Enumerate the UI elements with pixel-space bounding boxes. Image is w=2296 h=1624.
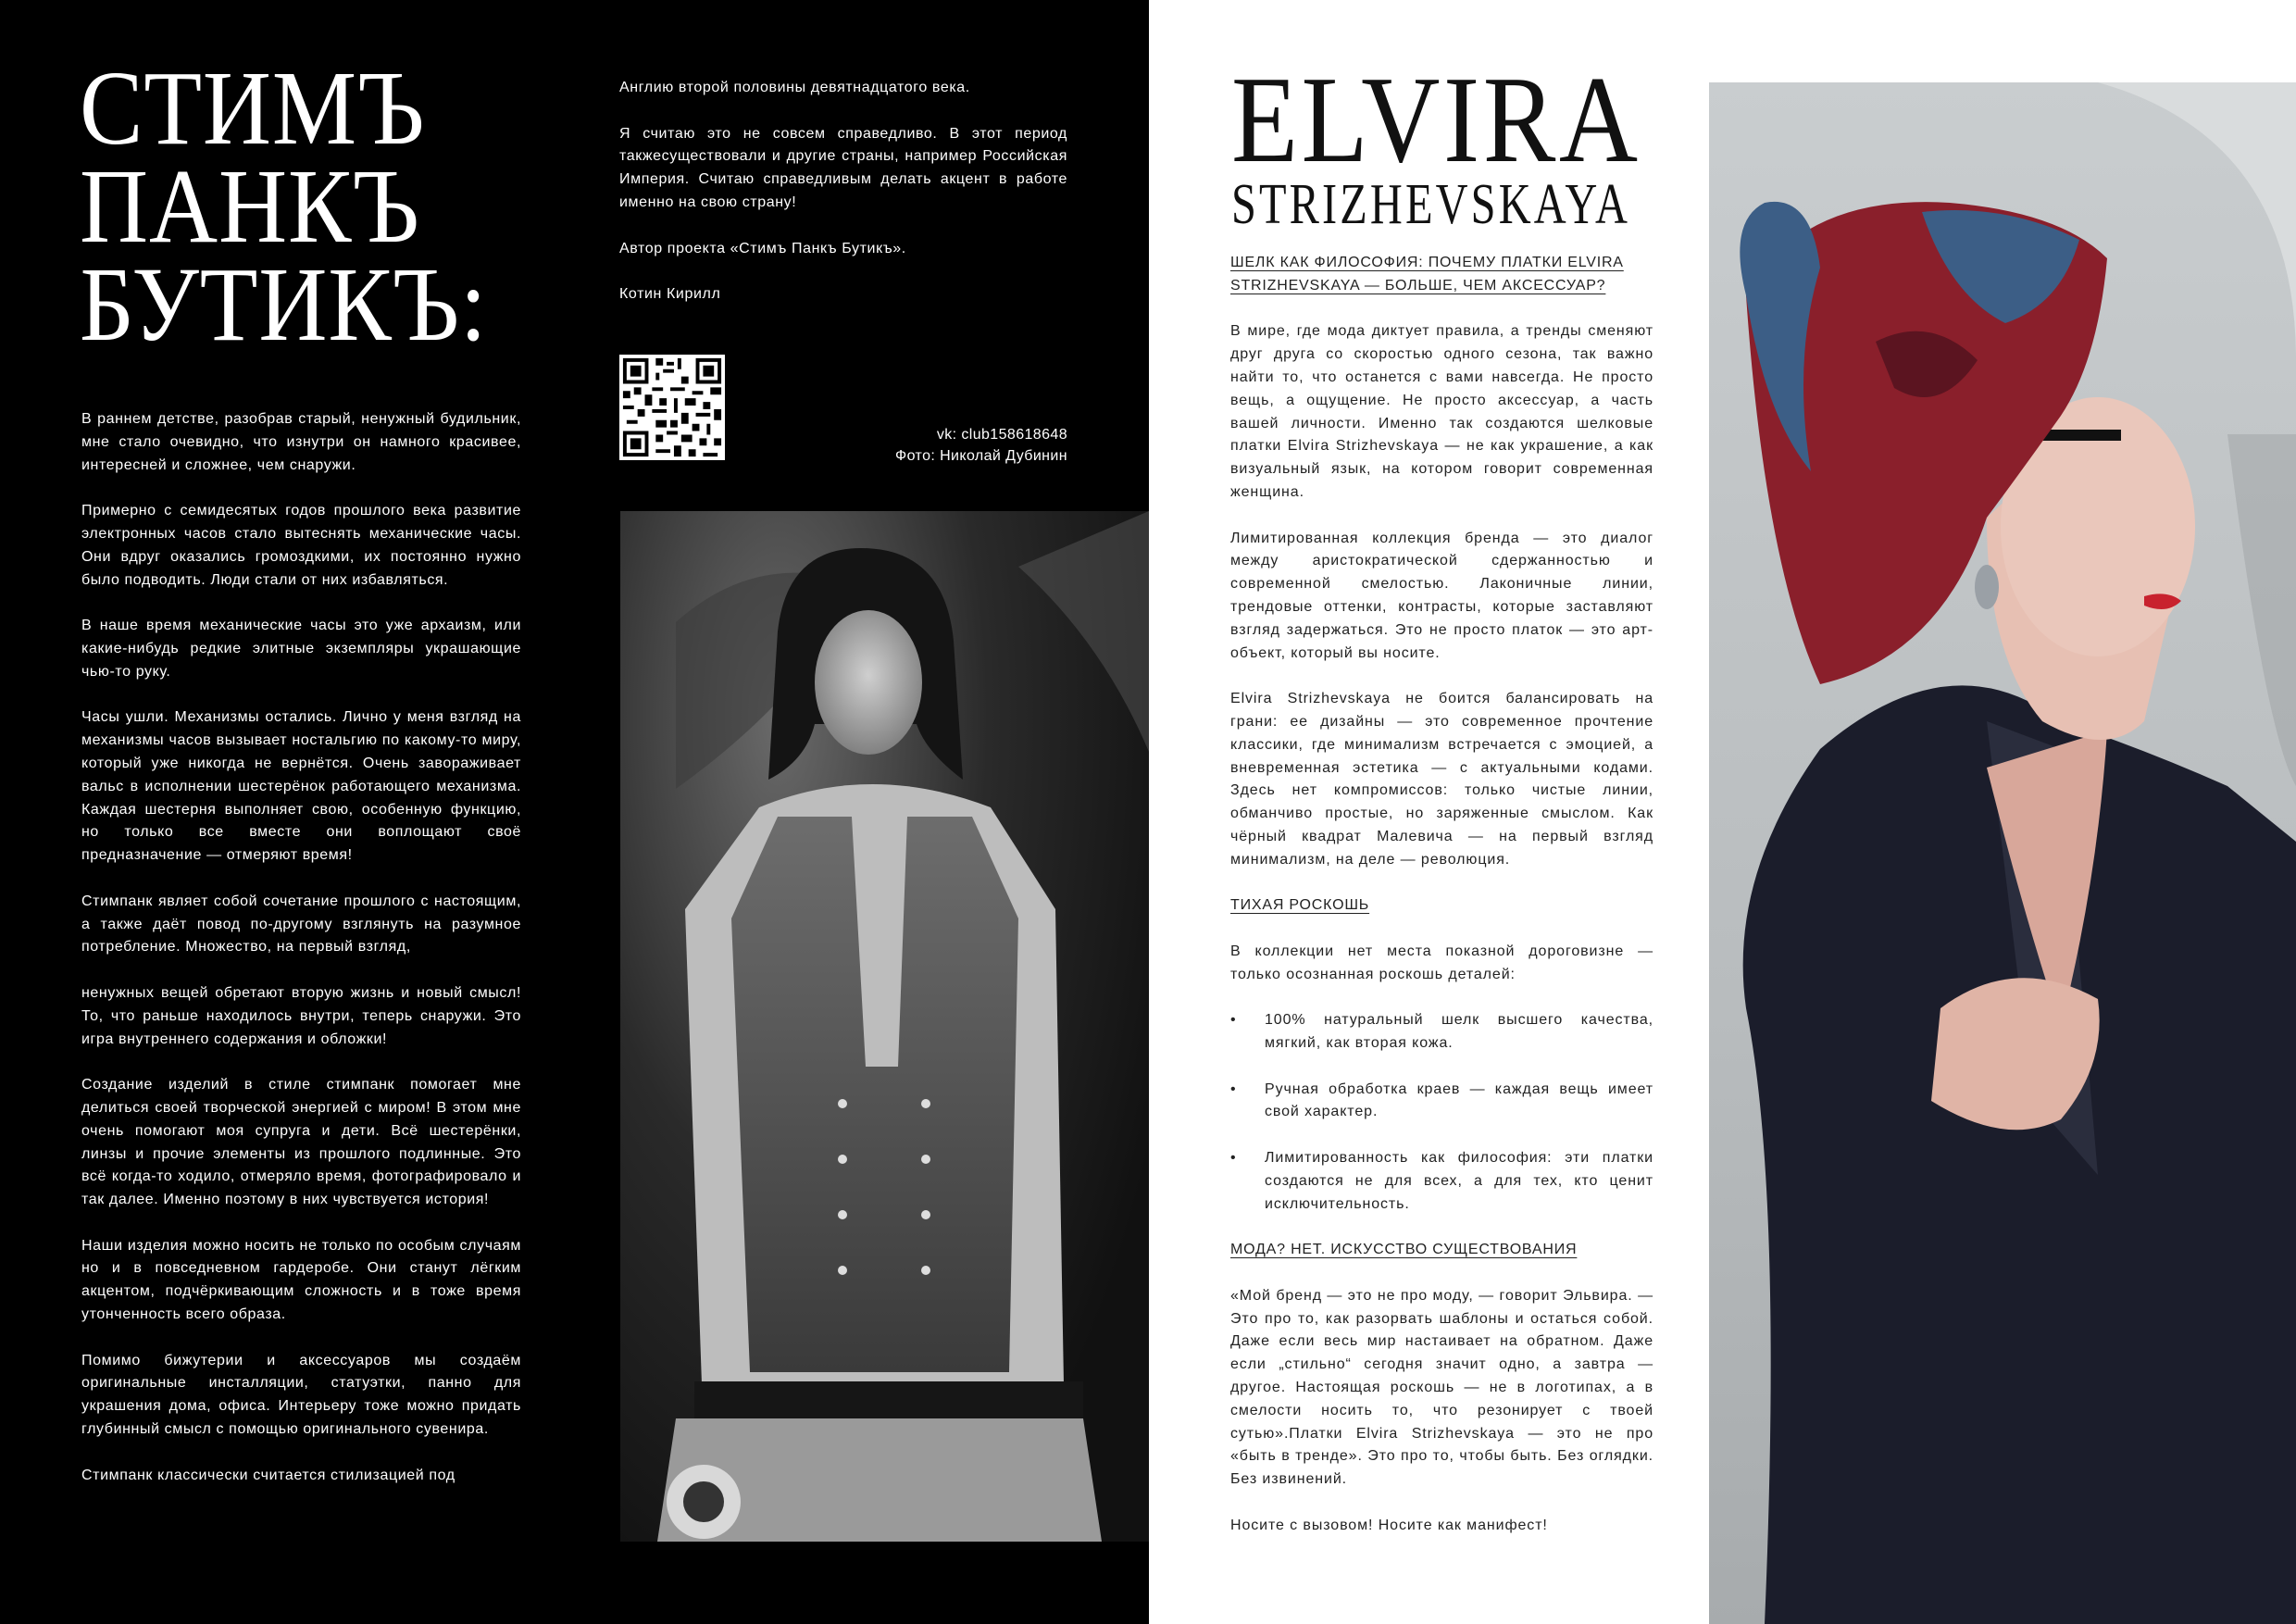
paragraph: Создание изделий в стиле стимпанк помогает мне делиться своей творческой энергией с миром! В этом мне очень помогают моя супруга и дети. Всё шестерёнки, линзы и прочие элементы из прошлого подлинные. Это всё когда-то ходило, отмеряло время, фотографировало и так далее. Именно поэтому в них чувствуется история! — [81, 1077, 521, 1208]
paragraph: Наши изделия можно носить не только по особым случаям но и в повседневном гардеробе. Они станут лёгким акцентом, подчёркивающим сложность и в тоже время утонченность всего образа. — [81, 1237, 521, 1323]
title-line: БУТИКЪ: — [80, 245, 488, 363]
credits — [833, 424, 1067, 467]
paragraph: ненужных вещей обретают вторую жизнь и новый смысл! То, что раньше находилось внутри, теперь снаружи. Это игра внутреннего содержания и обложки! — [81, 984, 521, 1047]
list-item-text: Ручная обработка краев — каждая вещь имеет свой характер. — [1265, 1081, 1653, 1120]
feature-list — [1230, 1009, 1653, 1216]
author-line: Автор проекта «Стимъ Панкъ Бутикъ». — [619, 240, 906, 256]
portrait-man-image — [620, 511, 1149, 1542]
photo-credit: Фото: Николай Дубинин — [895, 448, 1067, 464]
paragraph: Примерно с семидесятых годов прошлого века развитие электронных часов стало вытеснять механические часы. Они вдруг оказались громоздкими, их постоянно нужно было подводить. Люди стали от них избавляться. — [81, 503, 521, 588]
portrait-woman-image — [1709, 82, 2296, 1624]
list-item-text: 100% натуральный шелк высшего качества, мягкий, как вторая кожа. — [1265, 1012, 1653, 1052]
paragraph: В коллекции нет места показной дороговизне — только осознанная роскошь деталей: — [1230, 943, 1653, 982]
brand-name-line-2: STRIZHEVSKAYA — [1231, 173, 1631, 236]
paragraph: Стимпанк классически считается стилизацией под — [81, 1467, 455, 1483]
title-line: СТИМЪ — [80, 49, 426, 167]
article-column-1 — [81, 408, 521, 1510]
bullet-icon: • — [1230, 1012, 1237, 1029]
paragraph: В раннем детстве, разобрав старый, ненужный будильник, мне стало очевидно, что изнутри он намного красивее, интересней и сложнее, чем снаружи. — [81, 411, 521, 473]
brand-name-line-1: ELVIRA — [1231, 51, 1641, 188]
qr-code[interactable] — [619, 355, 725, 460]
paragraph: В наше время механические часы это уже архаизм, или какие-нибудь редкие элитные экземпляры украшающие чью-то руку. — [81, 618, 521, 680]
portrait-photo-woman — [1709, 82, 2296, 1624]
list-item-text: Лимитированность как философия: эти платки создаются не для всех, а для тех, кто ценит исключительность. — [1265, 1150, 1653, 1212]
article-column-right — [1230, 252, 1653, 1560]
title-line: ПАНКЪ — [80, 147, 420, 265]
paragraph: Elvira Strizhevskaya не боится балансировать на грани: ее дизайны — это современное прочтение классики, где минимализм встречается с эмоцией, а вневременная эстетика — с актуальными кодами. Здесь нет компромиссов: только чистые линии, обманчиво простые, но заряженные смыслом. Как чёрный квадрат Малевича — на первый взгляд минимализм, на деле — революция. — [1230, 691, 1653, 868]
paragraph: Помимо бижутерии и аксессуаров мы создаём оригинальные инсталляции, статуэтки, панно для украшения дома, офиса. Интерьеру тоже можно придать глубинный смысл с помощью оригинального сувенира. — [81, 1352, 521, 1438]
section-heading: ШЕЛК КАК ФИЛОСОФИЯ: ПОЧЕМУ ПЛАТКИ ELVIRA STRIZHEVSKAYA — БОЛЬШЕ, ЧЕМ АКСЕССУАР? — [1230, 255, 1624, 294]
paragraph: Я считаю это не совсем справедливо. В этот период такжесуществовали и другие страны, например Российская Империя. Считаю справедливым делать акцент в работе именно на свою страну! — [619, 125, 1067, 210]
qr-code-icon — [619, 355, 725, 460]
paragraph: Англию второй половины девятнадцатого века. — [619, 80, 970, 95]
bullet-icon: • — [1230, 1150, 1237, 1167]
section-heading: ТИХАЯ РОСКОШЬ — [1230, 897, 1370, 914]
page-title — [80, 49, 532, 363]
vk-link[interactable]: vk: club158618648 — [936, 427, 1067, 443]
list-item — [1230, 1009, 1653, 1056]
paragraph: «Мой бренд — это не про моду, — говорит Эльвира. — Это про то, как разорвать шаблоны и остаться собой. Даже если весь мир настаивает на обратном. Даже если „стильно“ сегодня значит одно, а завтра — другое. Настоящая роскошь — не в логотипах, а в смелости носить то, что резонирует с твоей сутью».Платки Elvira Strizhevskaya — это не про «быть в тренде». Это про то, чтобы быть. Без оглядки. Без извинений. — [1230, 1287, 1653, 1488]
section-heading: МОДА? НЕТ. ИСКУССТВО СУЩЕСТВОВАНИЯ — [1230, 1242, 1578, 1258]
bullet-icon: • — [1230, 1081, 1237, 1097]
author-name: Котин Кирилл — [619, 286, 721, 303]
paragraph: Стимпанк являет собой сочетание прошлого с настоящим, а также даёт повод по-другому взглянуть на разумное потребление. Множество, на первый взгляд, — [81, 893, 521, 956]
list-item — [1230, 1147, 1653, 1216]
article-column-2 — [619, 77, 1067, 330]
portrait-photo-man — [620, 511, 1149, 1542]
paragraph: Часы ушли. Механизмы остались. Лично у меня взгляд на механизмы часов вызывает ностальгию по какому-то миру, который уже никогда не вернётся. Очень завораживает вальс в исполнении шестерёнок работающего механизма. Каждая шестерня выполняет свою, особенную функцию, но только все вместе они воплощают своё предназначение — отмеряют время! — [81, 709, 521, 864]
paragraph: В мире, где мода диктует правила, а тренды сменяют друг друга со скоростью одного сезона, так важно найти то, что останется с вами навсегда. Не просто вещь, а ощущение. Не просто аксессуар, а часть вашей личности. Именно так создаются шелковые платки Elvira Strizhevskaya — не как украшение, а как визуальный язык, на котором говорит современная женщина. — [1230, 323, 1653, 500]
paragraph: Лимитированная коллекция бренда — это диалог между аристократической сдержанностью и современной смелостью. Лаконичные линии, трендовые оттенки, контрасты, которые заставляют взгляд задержаться. Это не просто платок — это арт-объект, который вы носите. — [1230, 530, 1653, 661]
list-item — [1230, 1079, 1653, 1125]
paragraph: Носите с вызовом! Носите как манифест! — [1230, 1517, 1548, 1533]
